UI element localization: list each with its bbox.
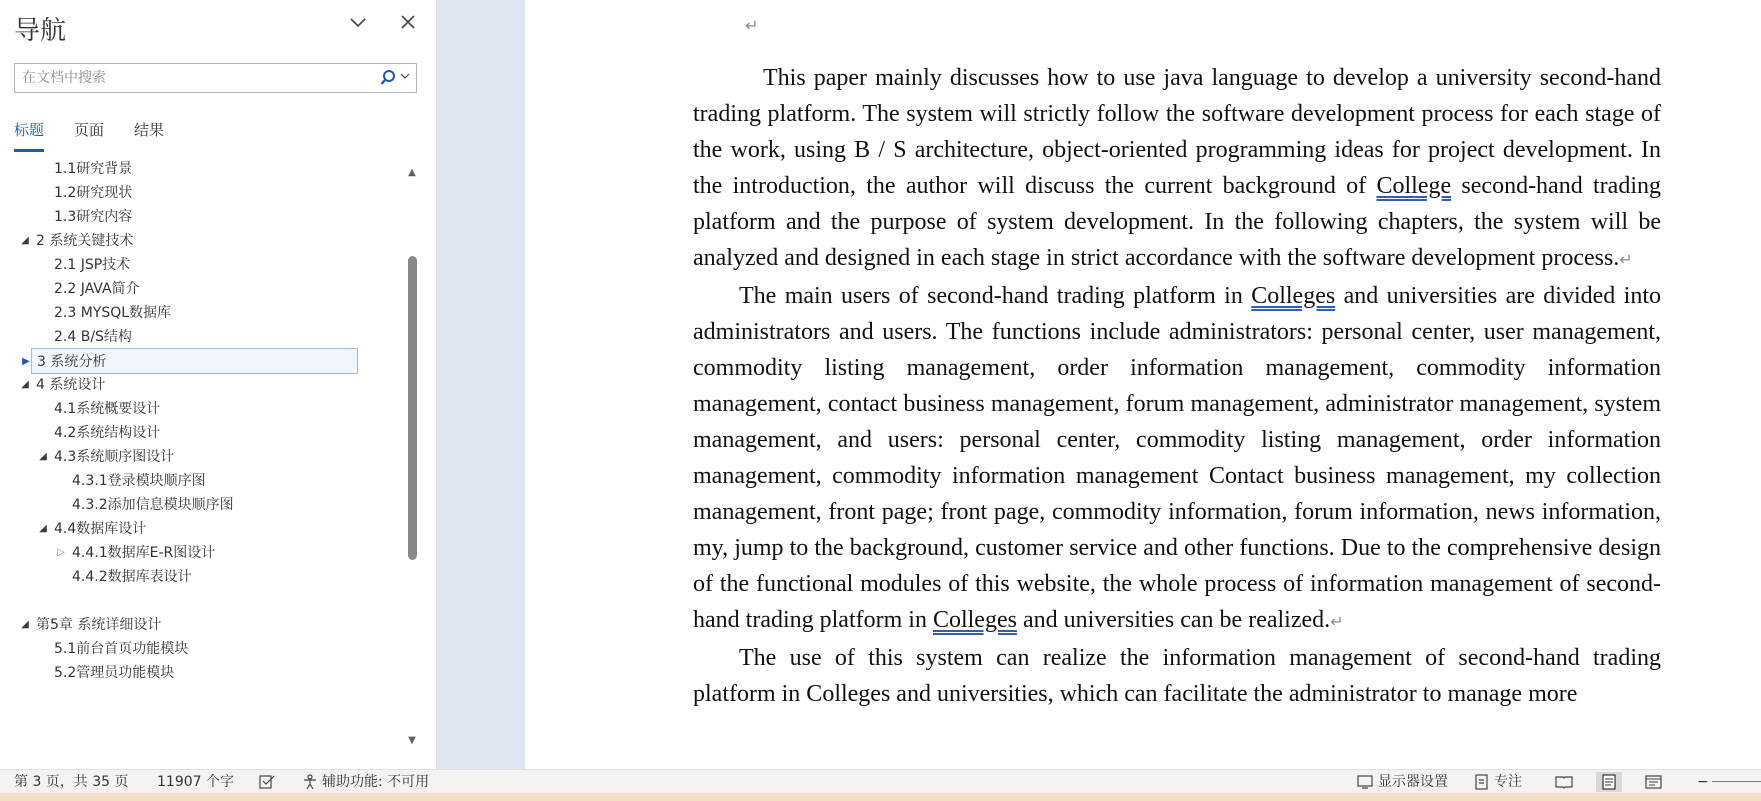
close-icon <box>399 13 417 31</box>
spellcheck-underlined-word: Colleges <box>932 607 1017 633</box>
nav-heading-item[interactable] <box>0 156 400 182</box>
nav-heading-label: 4.4数据库设计 <box>54 521 147 537</box>
scrollbar-thumb[interactable] <box>408 256 417 560</box>
paragraph-text: The main users of second-hand trading platform in <box>739 283 1252 309</box>
search-options-chevron-icon[interactable] <box>400 71 412 85</box>
nav-search-input[interactable] <box>15 64 375 92</box>
nav-heading-item[interactable] <box>0 540 400 566</box>
paragraph-text: and universities are divided into administrators and users. The functions include administrators: personal center, user management, commodity listing management, order information management, commodity information management, contact business management, forum management, administrator management, system management, and users: personal center, commodity listing management, order information management, commodity information management Contact business management, my collection management, front page; front page, commodity information, forum information, news information, my, jump to the background, customer service and other functions. Due to the comprehensive design of the functional modules of this website, the whole process of information management of second-hand trading platform in <box>693 283 1661 633</box>
nav-heading-label: 5.1前台首页功能模块 <box>54 641 189 657</box>
document-paragraph[interactable] <box>693 278 1661 640</box>
accessibility-status[interactable]: 辅助功能: 不可用 <box>322 774 430 790</box>
navigation-pane <box>0 0 437 769</box>
expanded-triangle-icon[interactable]: ◢ <box>21 619 29 630</box>
scroll-up-arrow-icon[interactable]: ▲ <box>408 167 416 178</box>
paragraph-mark: ↵ <box>1330 612 1344 631</box>
nav-pane-title: 导航 <box>14 16 67 46</box>
paragraph-text: The use of this system can realize the information management of second-hand trading platform in Colleges and universities, which can facilitate the administrator to manage more <box>693 645 1661 707</box>
nav-heading-label: 2 系统关键技术 <box>36 233 134 249</box>
nav-heading-item[interactable] <box>0 612 400 638</box>
nav-heading-label: 4.4.2数据库表设计 <box>72 569 192 585</box>
document-gutter <box>437 0 525 769</box>
print-layout-icon[interactable] <box>1596 772 1622 792</box>
nav-heading-label: 4.4.1数据库E-R图设计 <box>72 545 216 561</box>
focus-mode-button[interactable]: 专注 <box>1494 774 1522 790</box>
tab-pages[interactable]: 页面 <box>74 121 105 139</box>
nav-scrollbar[interactable] <box>404 160 420 750</box>
nav-heading-item[interactable] <box>0 468 400 494</box>
nav-heading-item[interactable] <box>0 204 400 230</box>
paragraph-mark: ↵ <box>745 16 759 35</box>
nav-heading-item[interactable] <box>0 564 400 590</box>
document-page[interactable] <box>525 0 1761 769</box>
search-icon[interactable] <box>380 69 396 87</box>
nav-heading-item[interactable] <box>0 444 400 470</box>
tab-headings[interactable]: 标题 <box>14 118 44 152</box>
nav-heading-item[interactable] <box>0 324 400 350</box>
nav-heading-item[interactable] <box>0 660 400 686</box>
nav-heading-label: 2.3 MYSQL数据库 <box>54 305 172 321</box>
nav-heading-label: 1.2研究现状 <box>54 185 133 201</box>
taskbar-edge <box>0 793 1761 801</box>
expanded-triangle-icon[interactable]: ◢ <box>39 451 47 462</box>
document-paragraph[interactable] <box>693 640 1661 712</box>
nav-heading-item[interactable] <box>0 516 400 542</box>
paragraph-text: second-hand trading platform and the purpose of system development. In the following chapters, the system will be analyzed and designed in each stage in strict accordance with the software development process. <box>693 173 1661 271</box>
page-count[interactable]: 第 3 页，共 35 页 <box>14 774 129 790</box>
nav-heading-label: 4.3.1登录模块顺序图 <box>72 473 206 489</box>
word-count[interactable]: 11907 个字 <box>157 774 234 790</box>
nav-heading-label: 4.1系统概要设计 <box>54 401 161 417</box>
nav-heading-label: 3 系统分析 <box>37 354 107 370</box>
nav-heading-item[interactable] <box>0 180 400 206</box>
nav-heading-label: 1.1研究背景 <box>54 161 133 177</box>
paragraph-text: and universities can be realized. <box>1016 607 1331 633</box>
nav-heading-label: 第5章 系统详细设计 <box>36 617 162 633</box>
spellcheck-underlined-word: Colleges <box>1251 283 1336 309</box>
tab-results[interactable]: 结果 <box>134 121 165 139</box>
nav-heading-item[interactable] <box>0 492 400 518</box>
expanded-triangle-icon[interactable]: ◢ <box>39 523 47 534</box>
nav-options-chevron-button[interactable] <box>346 12 370 36</box>
display-settings-button[interactable]: 显示器设置 <box>1378 774 1448 790</box>
nav-heading-item[interactable] <box>0 372 400 398</box>
nav-heading-item[interactable] <box>0 228 400 254</box>
nav-heading-label: 4.3.2添加信息模块顺序图 <box>72 497 234 513</box>
document-body[interactable] <box>693 60 1661 712</box>
status-bar <box>0 769 1761 793</box>
nav-heading-item[interactable] <box>0 300 400 326</box>
nav-heading-item[interactable] <box>0 420 400 446</box>
paragraph-text: This paper mainly discusses how to use java language to develop a university second-hand trading platform. The system will strictly follow the software development process for each stage of the work, using B / S architecture, object-oriented programming ideas for project development. In the introduction, the author will discuss the current background of <box>693 65 1661 199</box>
nav-heading-item[interactable] <box>22 348 358 374</box>
spellcheck-underlined-word: College <box>1376 173 1452 199</box>
nav-close-button[interactable] <box>396 12 420 36</box>
chevron-down-icon <box>348 12 368 32</box>
nav-heading-label: 4.2系统结构设计 <box>54 425 161 441</box>
nav-tabs <box>14 118 164 152</box>
expanded-triangle-icon[interactable]: ◢ <box>21 379 29 390</box>
zoom-slider[interactable] <box>1712 781 1761 782</box>
nav-heading-label: 1.3研究内容 <box>54 209 133 225</box>
nav-heading-label: 2.2 JAVA简介 <box>54 281 140 297</box>
heading-tree <box>0 156 400 750</box>
zoom-out-button[interactable]: − <box>1697 774 1709 790</box>
nav-heading-label: 4 系统设计 <box>36 377 106 393</box>
paragraph-mark: ↵ <box>1619 250 1633 269</box>
nav-heading-label: 2.4 B/S结构 <box>54 329 132 345</box>
nav-heading-label: 2.1 JSP技术 <box>54 257 131 273</box>
scroll-down-arrow-icon[interactable]: ▼ <box>408 735 416 746</box>
collapsed-triangle-icon[interactable]: ▷ <box>57 547 65 558</box>
nav-heading-label: 5.2管理员功能模块 <box>54 665 175 681</box>
nav-heading-item[interactable] <box>0 636 400 662</box>
collapsed-triangle-icon[interactable]: ▶ <box>22 356 30 367</box>
nav-heading-item[interactable] <box>0 252 400 278</box>
nav-search-box <box>14 63 417 93</box>
nav-heading-label: 4.3系统顺序图设计 <box>54 449 175 465</box>
expanded-triangle-icon[interactable]: ◢ <box>21 235 29 246</box>
nav-heading-item[interactable] <box>0 276 400 302</box>
nav-heading-item[interactable] <box>0 396 400 422</box>
document-paragraph[interactable] <box>693 60 1661 278</box>
